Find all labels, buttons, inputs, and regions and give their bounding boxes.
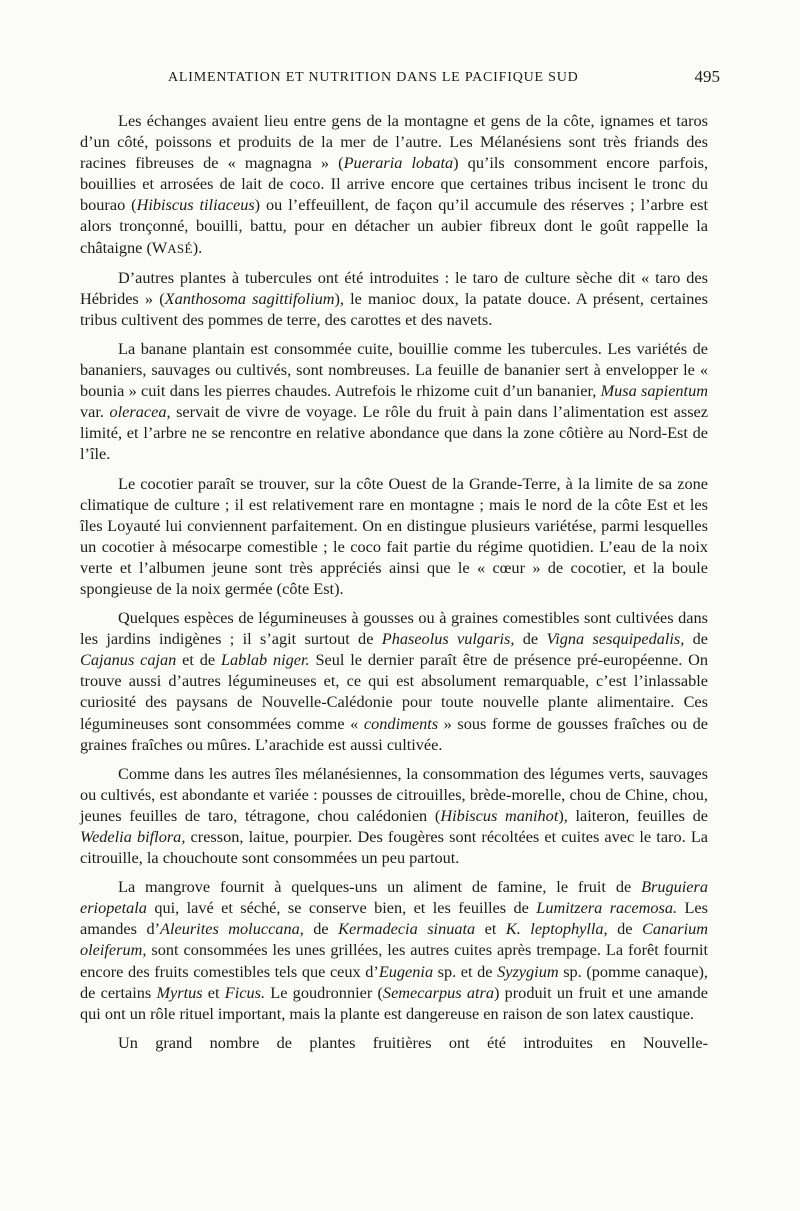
- text-run: sont consommées les unes grillées, les autres cuites après trempage. La forêt fournit encore des fruits comestibles tels que ceux d’: [80, 940, 708, 981]
- text-run: sp. (pomme canaque), de certains: [80, 961, 708, 1002]
- italic-term: Bruguiera eriopetala: [80, 877, 708, 918]
- italic-term: Lumitzera racemosa.: [536, 898, 678, 918]
- italic-term: Eugenia: [378, 961, 434, 981]
- text-run: et de: [176, 650, 221, 670]
- text-run: de: [684, 629, 709, 649]
- text-run: de: [514, 629, 547, 649]
- italic-term: oleracea,: [109, 402, 171, 422]
- text-run: La mangrove fournit à quelques-uns un aliment de famine, le fruit de: [118, 877, 642, 897]
- paragraph-7: [80, 876, 708, 1024]
- italic-term: Xanthosoma sagittifolium: [164, 288, 335, 308]
- text-run: D’autres plantes à tubercules ont été introduites : le taro de culture sèche dit « taro des Hébrides » (: [80, 267, 708, 308]
- running-title: ALIMENTATION ET NUTRITION DANS LE PACIFIQUE SUD: [168, 70, 579, 85]
- text-run: ), le manioc doux, la patate douce. A présent, certaines tribus cultivent des pommes de terre, des carottes et des navets.: [80, 288, 708, 329]
- page-number: 495: [694, 67, 720, 86]
- text-run: servait de vivre de voyage. Le rôle du fruit à pain dans l’alimentation est assez limité, et l’arbre ne se rencontre en relative abondance que dans la zone côtière au Nord-Est de l’île.: [80, 402, 709, 464]
- italic-term: Phaseolus vulgaris,: [381, 629, 515, 649]
- paragraph-8: [80, 1032, 708, 1053]
- text-run: La banane plantain est consommée cuite, bouillie comme les tubercules. Les variétés de bananiers, sauvages ou cultivés, sont nombreuses. La feuille de bananier sert à envelopper le « bounia » cuit dans les pierres chaudes. Autrefois le rhizome cuit d’un bananier,: [80, 338, 708, 401]
- text-run: Un grand nombre de plantes fruitières ont été introduites en Nouvelle-: [118, 1032, 708, 1052]
- italic-term: Cajanus cajan: [80, 650, 177, 670]
- text-run: et: [475, 919, 506, 939]
- italic-term: Musa sapientum: [600, 381, 708, 401]
- text-run: ).: [192, 237, 203, 257]
- paragraph-5: [80, 607, 708, 755]
- text-run: var.: [80, 402, 110, 422]
- italic-term: Pueraria lobata: [343, 153, 454, 173]
- text-run: sp. et de: [433, 961, 498, 981]
- italic-term: condiments: [363, 713, 439, 733]
- text-run: Quelques espèces de légumineuses à gousses ou à graines comestibles sont cultivées dans les jardins indigènes ; il s’agit surtout de: [80, 608, 708, 649]
- italic-term: Syzygium: [497, 961, 559, 981]
- text-run: cresson, laitue, pourpier. Des fougères sont récoltées et cuites avec le taro. La citrouille, la chouchoute sont consommées un peu partout.: [80, 827, 708, 868]
- text-run: Les échanges avaient lieu entre gens de la montagne et gens de la côte, ignames et taros d’un côté, poissons et produits de la mer de l’autre. Les Mélanésiens sont très friands des racines fibreuses de « magnagna » (: [80, 111, 708, 173]
- text-run: ) qu’ils consomment encore parfois, bouillies et arrosées de lait de coco. Il arrive encore que certaines tribus incisent le tronc du bourao (: [80, 153, 709, 215]
- text-run: ) ou l’effeuillent, de façon qu’il accumule des réserves ; l’arbre est alors tronçonné, bouilli, battu, pour en détacher un aubier fibreux dont le goût rappelle la châtaigne (W: [80, 195, 709, 257]
- italic-term: Hibiscus manihot: [440, 805, 559, 825]
- italic-term: Vigna sesquipedalis,: [546, 629, 685, 649]
- italic-term: Ficus.: [224, 982, 266, 1002]
- italic-term: Myrtus: [156, 982, 203, 1002]
- text-run: ASÉ: [167, 240, 193, 256]
- paragraph-1: [80, 110, 708, 259]
- text-run: et: [202, 982, 225, 1002]
- text-run: qui, lavé et séché, se conserve bien, et les feuilles de: [146, 898, 537, 918]
- italic-term: Aleurites moluccana,: [160, 919, 304, 939]
- italic-term: K. leptophylla,: [505, 919, 608, 939]
- paragraph-6: [80, 763, 708, 868]
- italic-term: Semecarpus atra: [382, 982, 494, 1002]
- text-run: Le cocotier paraît se trouver, sur la côte Ouest de la Grande-Terre, à la limite de sa zone climatique de culture ; il est relativement rare en montagne ; mais le nord de la côte Est et les îles Loyauté lui conviennent parfaitement. On en distingue plusieurs variétése, parmi lesquelles un cocotier à mésocarpe comestible ; le coco fait partie du régime quotidien. L’eau de la noix verte et l’albumen jeune sont très appréciés ainsi que le « cœur » de cocotier, et la boule spongieuse de la noix germée (côte Est).: [80, 473, 708, 598]
- text-run: Seul le dernier paraît être de présence pré-européenne. On trouve aussi d’autres légumineuses et, ce qui est absolument remarquable, c’est l’inlassable curiosité des paysans de Nouvelle-Calédonie pour toute nouvelle plante alimentaire. Ces légumineuses sont consommées comme «: [80, 650, 709, 733]
- text-run: Les amandes d’: [80, 898, 708, 939]
- text-run: ), laiteron, feuilles de: [558, 805, 708, 825]
- text-run: Le goudronnier (: [265, 982, 383, 1002]
- text-run: ) produit un fruit et une amande qui ont un rôle rituel important, mais la plante est dangereuse en raison de son latex caustique.: [80, 982, 708, 1023]
- text-run: de: [303, 919, 339, 939]
- italic-term: Lablab niger.: [220, 650, 310, 670]
- article-body: [80, 110, 708, 1053]
- paragraph-2: [80, 267, 708, 330]
- paragraph-3: [80, 338, 708, 465]
- italic-term: Canarium oleiferum,: [80, 919, 709, 960]
- text-run: » sous forme de gousses fraîches ou de graines fraîches ou mûres. L’arachide est aussi cultivée.: [80, 713, 709, 754]
- page-header: [168, 67, 720, 86]
- text-run: Comme dans les autres îles mélanésiennes, la consommation des légumes verts, sauvages ou cultivés, est abondante et variée : pousses de citrouilles, brède-morelle, chou de Chine, chou, jeunes feuilles de taro, tétragone, chou calédonien (: [80, 763, 708, 825]
- paragraph-4: [80, 473, 708, 600]
- italic-term: Hibiscus tiliaceus: [136, 195, 255, 215]
- italic-term: Wedelia biflora,: [80, 827, 186, 846]
- italic-term: Kermadecia sinuata: [338, 919, 476, 939]
- text-run: de: [607, 919, 642, 939]
